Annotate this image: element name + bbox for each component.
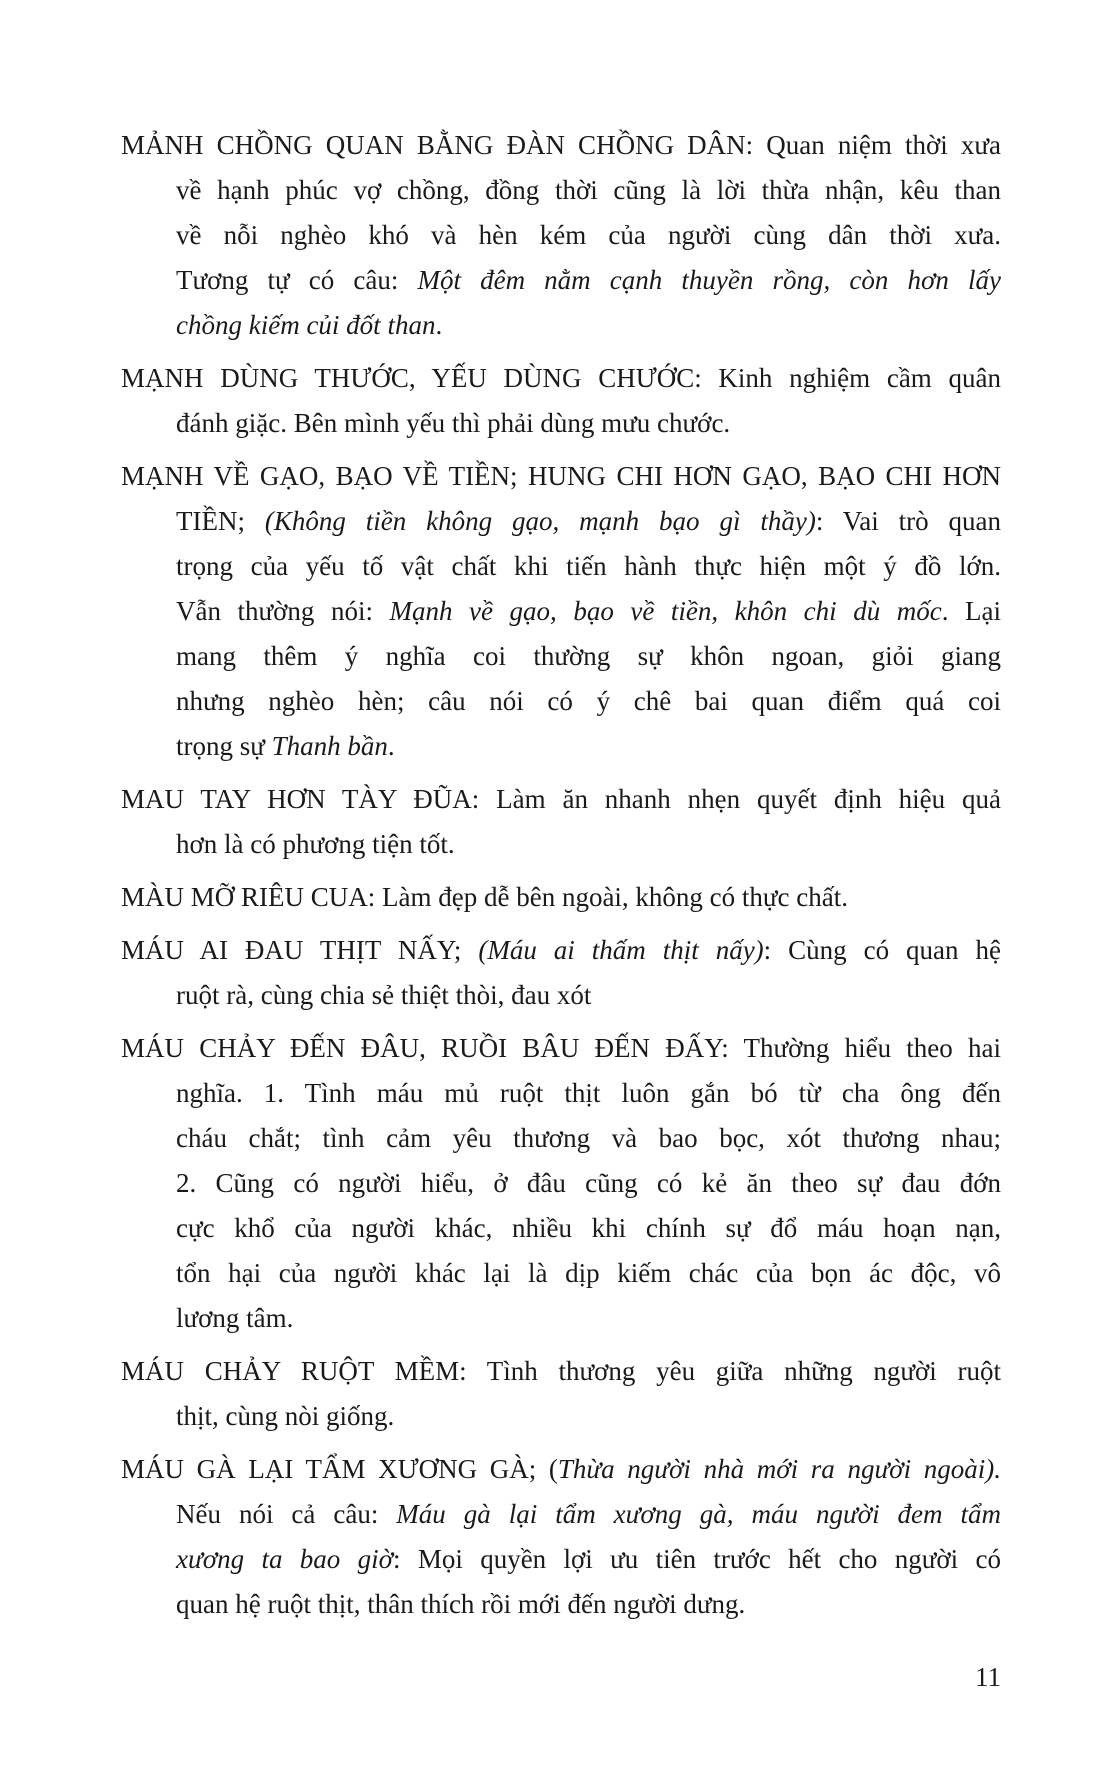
text: hơn là có phương tiện tốt.: [176, 829, 455, 859]
entry-headline: [121, 123, 1001, 168]
page-number: 11: [975, 1662, 1001, 1692]
entry-line: [176, 973, 1001, 1018]
entry-line: [176, 168, 1001, 213]
dictionary-entry: [121, 356, 1001, 446]
entry-line: [176, 1206, 1001, 1251]
text: mang thêm ý nghĩa coi thường sự khôn ngoan, giỏi giang: [176, 641, 1001, 671]
entry-headline: [121, 928, 1001, 973]
text: thịt, cùng nòi giống.: [176, 1401, 395, 1431]
entry-line: [176, 401, 1001, 446]
text: Nếu nói cả câu:: [176, 1499, 397, 1529]
italic-text: (Không tiền không gạo, mạnh bạo gì thầy): [264, 506, 816, 536]
text: : Vai trò quan: [815, 506, 1001, 536]
text: : Mọi quyền lợi ưu tiên trước hết cho người có: [393, 1544, 1001, 1574]
text: tổn hại của người khác lại là dịp kiếm chác của bọn ác độc, vô: [176, 1258, 1001, 1288]
entry-line: [176, 1161, 1001, 1206]
entry-line: [176, 822, 1001, 867]
text: MẢNH CHỒNG QUAN BẰNG ĐÀN CHỒNG DÂN: Quan niệm thời xưa: [121, 130, 1001, 160]
entry-headline: [121, 1026, 1001, 1071]
entry-line: [176, 1492, 1001, 1537]
text: trọng sự: [176, 731, 272, 761]
entry-line: [176, 303, 1001, 348]
entry-line: [176, 213, 1001, 258]
text: MẠNH DÙNG THƯỚC, YẾU DÙNG CHƯỚC: Kinh nghiệm cầm quân: [121, 363, 1001, 393]
entry-line: [176, 1394, 1001, 1439]
text: . Lại: [941, 596, 1001, 626]
dictionary-entry: [121, 875, 1001, 920]
text: đánh giặc. Bên mình yếu thì phải dùng mưu chước.: [176, 408, 731, 438]
italic-text: Máu gà lại tẩm xương gà, máu người đem tẩm: [396, 1499, 1001, 1529]
entry-line: [176, 258, 1001, 303]
entry-line: [176, 1251, 1001, 1296]
dictionary-entry: [121, 123, 1001, 348]
entry-headline: [121, 356, 1001, 401]
text: MÁU GÀ LẠI TẨM XƯƠNG GÀ; (: [121, 1454, 558, 1484]
entry-line: [176, 724, 1001, 769]
italic-text: Một đêm nằm cạnh thuyền rồng, còn hơn lấy: [417, 265, 1001, 295]
entry-line: [176, 1296, 1001, 1341]
italic-text: xương ta bao giờ: [176, 1544, 394, 1574]
text: .: [387, 731, 395, 761]
entry-headline: [121, 875, 1001, 920]
entry-headline: [121, 1349, 1001, 1394]
text: MÁU CHẢY RUỘT MỀM: Tình thương yêu giữa những người ruột: [121, 1356, 1001, 1386]
text: quan hệ ruột thịt, thân thích rồi mới đến người dưng.: [176, 1589, 746, 1619]
italic-text: Mạnh về gạo, bạo về tiền, khôn chi dù mốc: [389, 596, 942, 626]
text: nghĩa. 1. Tình máu mủ ruột thịt luôn gắn bó từ cha ông đến: [176, 1078, 1001, 1108]
dictionary-entry: [121, 1349, 1001, 1439]
entry-line: [176, 589, 1001, 634]
text: về nỗi nghèo khó và hèn kém của người cùng dân thời xưa.: [176, 220, 1001, 250]
dictionary-entry: [121, 777, 1001, 867]
text: : Cùng có quan hệ: [763, 935, 1001, 965]
entry-line: [176, 679, 1001, 724]
text: TIỀN;: [176, 506, 265, 536]
dictionary-entry: [121, 1447, 1001, 1627]
text: .: [435, 310, 443, 340]
text: 2. Cũng có người hiểu, ở đâu cũng có kẻ ăn theo sự đau đớn: [176, 1168, 1001, 1198]
text: về hạnh phúc vợ chồng, đồng thời cũng là lời thừa nhận, kêu than: [176, 175, 1001, 205]
entry-line: [176, 499, 1001, 544]
italic-text: (Máu ai thấm thịt nấy): [478, 935, 764, 965]
entry-line: [176, 1071, 1001, 1116]
text: MÁU AI ĐAU THỊT NẤY;: [121, 935, 479, 965]
italic-text: chồng kiếm củi đốt than: [176, 310, 436, 340]
italic-text: Thừa người nhà mới ra người ngoài).: [557, 1454, 1001, 1484]
text: trọng của yếu tố vật chất khi tiến hành thực hiện một ý đồ lớn.: [176, 551, 1001, 581]
entry-headline: [121, 777, 1001, 822]
text: ruột rà, cùng chia sẻ thiệt thòi, đau xót: [176, 980, 592, 1010]
text: MÁU CHẢY ĐẾN ĐÂU, RUỒI BÂU ĐẾN ĐẤY: Thường hiểu theo hai: [121, 1033, 1001, 1063]
entry-headline: [121, 1447, 1001, 1492]
text: lương tâm.: [176, 1303, 294, 1333]
text: MAU TAY HƠN TÀY ĐŨA: Làm ăn nhanh nhẹn quyết định hiệu quả: [121, 784, 1001, 814]
text: MÀU MỠ RIÊU CUA: Làm đẹp dễ bên ngoài, không có thực chất.: [121, 882, 848, 912]
entry-line: [176, 1582, 1001, 1627]
dictionary-entry: [121, 454, 1001, 769]
dictionary-entry: [121, 928, 1001, 1018]
text: MẠNH VỀ GẠO, BẠO VỀ TIỀN; HUNG CHI HƠN GẠO, BẠO CHI HƠN: [121, 461, 1001, 491]
entry-line: [176, 544, 1001, 589]
text: cháu chắt; tình cảm yêu thương và bao bọc, xót thương nhau;: [176, 1123, 1001, 1153]
dictionary-entry: [121, 1026, 1001, 1341]
text: Vẫn thường nói:: [176, 596, 390, 626]
text: Tương tự có câu:: [176, 265, 418, 295]
dictionary-entries: [121, 123, 1001, 1635]
italic-text: Thanh bần: [271, 731, 388, 761]
entry-line: [176, 634, 1001, 679]
text: nhưng nghèo hèn; câu nói có ý chê bai quan điểm quá coi: [176, 686, 1001, 716]
text: cực khổ của người khác, nhiều khi chính sự đổ máu hoạn nạn,: [176, 1213, 1001, 1243]
entry-line: [176, 1116, 1001, 1161]
entry-line: [176, 1537, 1001, 1582]
entry-headline: [121, 454, 1001, 499]
